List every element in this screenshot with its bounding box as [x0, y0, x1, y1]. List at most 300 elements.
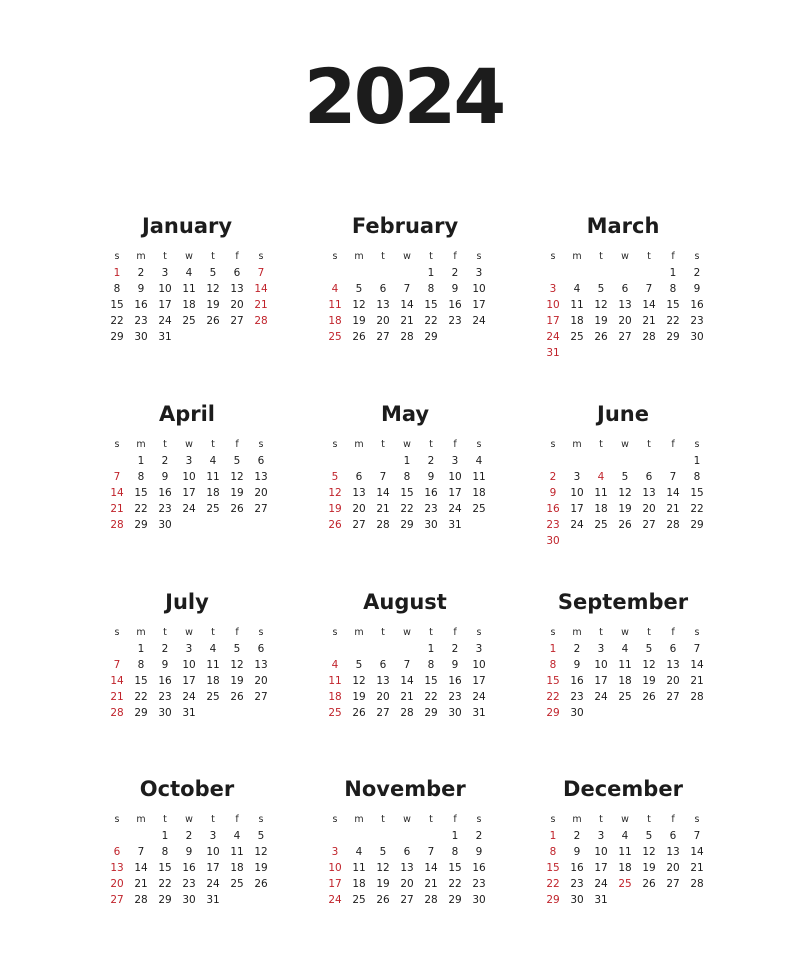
- day-cell[interactable]: 29: [424, 331, 438, 343]
- day-cell[interactable]: 16: [570, 675, 584, 687]
- day-cell[interactable]: 12: [328, 487, 342, 499]
- day-cell[interactable]: 26: [376, 894, 390, 906]
- day-cell[interactable]: 21: [376, 503, 390, 515]
- day-cell[interactable]: 6: [669, 643, 677, 655]
- day-cell[interactable]: 15: [448, 862, 462, 874]
- day-cell[interactable]: 14: [110, 487, 124, 499]
- day-cell[interactable]: 20: [230, 299, 244, 311]
- day-cell[interactable]: 3: [475, 643, 483, 655]
- day-cell[interactable]: 20: [376, 691, 390, 703]
- day-cell[interactable]: 3: [597, 643, 605, 655]
- day-cell[interactable]: 5: [645, 830, 653, 842]
- day-cell[interactable]: 23: [448, 691, 462, 703]
- day-cell[interactable]: 29: [546, 707, 560, 719]
- day-cell[interactable]: 7: [669, 471, 677, 483]
- day-cell[interactable]: 15: [690, 487, 704, 499]
- day-cell[interactable]: 1: [451, 830, 459, 842]
- day-cell[interactable]: 27: [400, 894, 414, 906]
- day-cell[interactable]: 22: [110, 315, 124, 327]
- day-cell[interactable]: 22: [134, 503, 148, 515]
- day-cell[interactable]: 14: [400, 299, 414, 311]
- day-cell[interactable]: 3: [185, 455, 193, 467]
- day-cell[interactable]: 13: [230, 283, 244, 295]
- day-cell[interactable]: 13: [618, 299, 632, 311]
- day-cell[interactable]: 14: [666, 487, 680, 499]
- day-cell[interactable]: 30: [690, 331, 704, 343]
- day-cell[interactable]: 1: [113, 267, 121, 279]
- day-cell[interactable]: 25: [230, 878, 244, 890]
- day-cell[interactable]: 10: [570, 487, 584, 499]
- day-cell[interactable]: 24: [328, 894, 342, 906]
- day-cell[interactable]: 20: [352, 503, 366, 515]
- day-cell[interactable]: 1: [137, 643, 145, 655]
- day-cell[interactable]: 6: [257, 455, 265, 467]
- day-cell[interactable]: 16: [448, 299, 462, 311]
- day-cell[interactable]: 7: [403, 659, 411, 671]
- day-cell[interactable]: 17: [182, 675, 196, 687]
- day-cell[interactable]: 18: [472, 487, 486, 499]
- day-cell[interactable]: 8: [693, 471, 701, 483]
- day-cell[interactable]: 22: [546, 878, 560, 890]
- day-cell[interactable]: 29: [546, 894, 560, 906]
- day-cell[interactable]: 24: [594, 878, 608, 890]
- day-cell[interactable]: 21: [134, 878, 148, 890]
- day-cell[interactable]: 30: [546, 535, 560, 547]
- day-cell[interactable]: 2: [573, 643, 581, 655]
- day-cell[interactable]: 19: [594, 315, 608, 327]
- day-cell[interactable]: 8: [137, 659, 145, 671]
- day-cell[interactable]: 20: [254, 675, 268, 687]
- day-cell[interactable]: 27: [110, 894, 124, 906]
- day-cell[interactable]: 23: [570, 878, 584, 890]
- day-cell[interactable]: 3: [475, 267, 483, 279]
- day-cell[interactable]: 7: [693, 643, 701, 655]
- day-cell[interactable]: 19: [642, 675, 656, 687]
- day-cell[interactable]: 7: [137, 846, 145, 858]
- day-cell[interactable]: 11: [230, 846, 244, 858]
- day-cell[interactable]: 15: [134, 487, 148, 499]
- day-cell[interactable]: 13: [254, 659, 268, 671]
- day-cell[interactable]: 13: [376, 675, 390, 687]
- day-cell[interactable]: 15: [424, 299, 438, 311]
- day-cell[interactable]: 29: [134, 519, 148, 531]
- day-cell[interactable]: 21: [690, 675, 704, 687]
- day-cell[interactable]: 12: [230, 471, 244, 483]
- day-cell[interactable]: 22: [666, 315, 680, 327]
- day-cell[interactable]: 25: [618, 691, 632, 703]
- day-cell[interactable]: 24: [182, 503, 196, 515]
- day-cell[interactable]: 4: [233, 830, 241, 842]
- day-cell[interactable]: 24: [570, 519, 584, 531]
- day-cell[interactable]: 17: [472, 299, 486, 311]
- day-cell[interactable]: 6: [233, 267, 241, 279]
- day-cell[interactable]: 10: [448, 471, 462, 483]
- day-cell[interactable]: 21: [666, 503, 680, 515]
- day-cell[interactable]: 6: [621, 283, 629, 295]
- day-cell[interactable]: 4: [621, 830, 629, 842]
- day-cell[interactable]: 11: [594, 487, 608, 499]
- day-cell[interactable]: 18: [618, 675, 632, 687]
- day-cell[interactable]: 3: [573, 471, 581, 483]
- day-cell[interactable]: 19: [230, 487, 244, 499]
- day-cell[interactable]: 12: [376, 862, 390, 874]
- day-cell[interactable]: 26: [230, 691, 244, 703]
- day-cell[interactable]: 18: [206, 675, 220, 687]
- day-cell[interactable]: 5: [621, 471, 629, 483]
- day-cell[interactable]: 7: [403, 283, 411, 295]
- day-cell[interactable]: 16: [158, 675, 172, 687]
- day-cell[interactable]: 10: [328, 862, 342, 874]
- day-cell[interactable]: 8: [669, 283, 677, 295]
- day-cell[interactable]: 10: [472, 283, 486, 295]
- day-cell[interactable]: 17: [594, 675, 608, 687]
- day-cell[interactable]: 28: [400, 331, 414, 343]
- day-cell[interactable]: 3: [549, 283, 557, 295]
- day-cell[interactable]: 1: [549, 830, 557, 842]
- day-cell[interactable]: 9: [161, 471, 169, 483]
- day-cell[interactable]: 17: [546, 315, 560, 327]
- day-cell[interactable]: 27: [376, 331, 390, 343]
- day-cell[interactable]: 23: [158, 691, 172, 703]
- day-cell[interactable]: 10: [182, 659, 196, 671]
- day-cell[interactable]: 25: [594, 519, 608, 531]
- day-cell[interactable]: 4: [331, 659, 339, 671]
- day-cell[interactable]: 24: [206, 878, 220, 890]
- day-cell[interactable]: 4: [597, 471, 605, 483]
- day-cell[interactable]: 14: [254, 283, 268, 295]
- day-cell[interactable]: 25: [182, 315, 196, 327]
- day-cell[interactable]: 7: [379, 471, 387, 483]
- day-cell[interactable]: 17: [158, 299, 172, 311]
- day-cell[interactable]: 6: [379, 283, 387, 295]
- day-cell[interactable]: 12: [206, 283, 220, 295]
- day-cell[interactable]: 15: [546, 675, 560, 687]
- day-cell[interactable]: 2: [185, 830, 193, 842]
- day-cell[interactable]: 31: [546, 347, 560, 359]
- day-cell[interactable]: 22: [400, 503, 414, 515]
- day-cell[interactable]: 28: [424, 894, 438, 906]
- day-cell[interactable]: 14: [134, 862, 148, 874]
- day-cell[interactable]: 3: [185, 643, 193, 655]
- day-cell[interactable]: 27: [376, 707, 390, 719]
- day-cell[interactable]: 12: [642, 659, 656, 671]
- day-cell[interactable]: 18: [230, 862, 244, 874]
- day-cell[interactable]: 20: [110, 878, 124, 890]
- day-cell[interactable]: 31: [448, 519, 462, 531]
- day-cell[interactable]: 10: [594, 846, 608, 858]
- day-cell[interactable]: 30: [570, 894, 584, 906]
- day-cell[interactable]: 23: [424, 503, 438, 515]
- day-cell[interactable]: 14: [690, 659, 704, 671]
- day-cell[interactable]: 10: [472, 659, 486, 671]
- day-cell[interactable]: 14: [110, 675, 124, 687]
- day-cell[interactable]: 26: [642, 691, 656, 703]
- day-cell[interactable]: 17: [328, 878, 342, 890]
- day-cell[interactable]: 18: [206, 487, 220, 499]
- day-cell[interactable]: 20: [666, 862, 680, 874]
- day-cell[interactable]: 7: [693, 830, 701, 842]
- day-cell[interactable]: 19: [352, 691, 366, 703]
- day-cell[interactable]: 18: [618, 862, 632, 874]
- day-cell[interactable]: 13: [110, 862, 124, 874]
- day-cell[interactable]: 2: [573, 830, 581, 842]
- day-cell[interactable]: 5: [355, 283, 363, 295]
- day-cell[interactable]: 15: [134, 675, 148, 687]
- day-cell[interactable]: 9: [693, 283, 701, 295]
- day-cell[interactable]: 19: [230, 675, 244, 687]
- day-cell[interactable]: 2: [161, 643, 169, 655]
- day-cell[interactable]: 12: [352, 299, 366, 311]
- day-cell[interactable]: 29: [400, 519, 414, 531]
- day-cell[interactable]: 18: [328, 315, 342, 327]
- day-cell[interactable]: 28: [690, 691, 704, 703]
- day-cell[interactable]: 6: [669, 830, 677, 842]
- day-cell[interactable]: 23: [690, 315, 704, 327]
- day-cell[interactable]: 28: [690, 878, 704, 890]
- day-cell[interactable]: 11: [182, 283, 196, 295]
- day-cell[interactable]: 10: [546, 299, 560, 311]
- day-cell[interactable]: 1: [137, 455, 145, 467]
- day-cell[interactable]: 8: [137, 471, 145, 483]
- day-cell[interactable]: 26: [618, 519, 632, 531]
- day-cell[interactable]: 6: [403, 846, 411, 858]
- day-cell[interactable]: 15: [424, 675, 438, 687]
- day-cell[interactable]: 1: [161, 830, 169, 842]
- day-cell[interactable]: 17: [448, 487, 462, 499]
- day-cell[interactable]: 5: [233, 455, 241, 467]
- day-cell[interactable]: 29: [158, 894, 172, 906]
- day-cell[interactable]: 14: [642, 299, 656, 311]
- day-cell[interactable]: 8: [427, 659, 435, 671]
- day-cell[interactable]: 12: [642, 846, 656, 858]
- day-cell[interactable]: 31: [472, 707, 486, 719]
- day-cell[interactable]: 14: [400, 675, 414, 687]
- day-cell[interactable]: 1: [669, 267, 677, 279]
- day-cell[interactable]: 16: [472, 862, 486, 874]
- day-cell[interactable]: 8: [451, 846, 459, 858]
- day-cell[interactable]: 22: [424, 315, 438, 327]
- day-cell[interactable]: 22: [448, 878, 462, 890]
- day-cell[interactable]: 3: [209, 830, 217, 842]
- day-cell[interactable]: 6: [257, 643, 265, 655]
- day-cell[interactable]: 21: [642, 315, 656, 327]
- day-cell[interactable]: 4: [621, 643, 629, 655]
- day-cell[interactable]: 30: [472, 894, 486, 906]
- day-cell[interactable]: 26: [642, 878, 656, 890]
- day-cell[interactable]: 24: [594, 691, 608, 703]
- day-cell[interactable]: 9: [427, 471, 435, 483]
- day-cell[interactable]: 1: [427, 643, 435, 655]
- day-cell[interactable]: 19: [618, 503, 632, 515]
- day-cell[interactable]: 25: [206, 503, 220, 515]
- day-cell[interactable]: 11: [328, 299, 342, 311]
- day-cell[interactable]: 2: [451, 643, 459, 655]
- day-cell[interactable]: 19: [206, 299, 220, 311]
- day-cell[interactable]: 9: [185, 846, 193, 858]
- day-cell[interactable]: 12: [254, 846, 268, 858]
- day-cell[interactable]: 18: [570, 315, 584, 327]
- day-cell[interactable]: 23: [134, 315, 148, 327]
- day-cell[interactable]: 25: [328, 331, 342, 343]
- day-cell[interactable]: 16: [424, 487, 438, 499]
- day-cell[interactable]: 19: [352, 315, 366, 327]
- day-cell[interactable]: 26: [352, 331, 366, 343]
- day-cell[interactable]: 17: [570, 503, 584, 515]
- day-cell[interactable]: 8: [549, 659, 557, 671]
- day-cell[interactable]: 13: [666, 659, 680, 671]
- day-cell[interactable]: 23: [546, 519, 560, 531]
- day-cell[interactable]: 22: [546, 691, 560, 703]
- day-cell[interactable]: 26: [206, 315, 220, 327]
- day-cell[interactable]: 17: [594, 862, 608, 874]
- day-cell[interactable]: 30: [182, 894, 196, 906]
- day-cell[interactable]: 7: [113, 659, 121, 671]
- day-cell[interactable]: 22: [690, 503, 704, 515]
- day-cell[interactable]: 21: [110, 691, 124, 703]
- day-cell[interactable]: 18: [352, 878, 366, 890]
- day-cell[interactable]: 13: [254, 471, 268, 483]
- day-cell[interactable]: 5: [597, 283, 605, 295]
- day-cell[interactable]: 1: [403, 455, 411, 467]
- day-cell[interactable]: 26: [230, 503, 244, 515]
- day-cell[interactable]: 21: [424, 878, 438, 890]
- day-cell[interactable]: 20: [376, 315, 390, 327]
- day-cell[interactable]: 20: [400, 878, 414, 890]
- day-cell[interactable]: 11: [206, 471, 220, 483]
- day-cell[interactable]: 22: [158, 878, 172, 890]
- day-cell[interactable]: 4: [185, 267, 193, 279]
- day-cell[interactable]: 1: [549, 643, 557, 655]
- day-cell[interactable]: 17: [206, 862, 220, 874]
- day-cell[interactable]: 9: [161, 659, 169, 671]
- day-cell[interactable]: 2: [549, 471, 557, 483]
- day-cell[interactable]: 20: [618, 315, 632, 327]
- day-cell[interactable]: 9: [549, 487, 557, 499]
- day-cell[interactable]: 27: [254, 503, 268, 515]
- day-cell[interactable]: 15: [666, 299, 680, 311]
- day-cell[interactable]: 18: [594, 503, 608, 515]
- day-cell[interactable]: 27: [666, 878, 680, 890]
- day-cell[interactable]: 8: [403, 471, 411, 483]
- day-cell[interactable]: 25: [618, 878, 632, 890]
- day-cell[interactable]: 29: [666, 331, 680, 343]
- day-cell[interactable]: 19: [642, 862, 656, 874]
- day-cell[interactable]: 31: [594, 894, 608, 906]
- day-cell[interactable]: 16: [448, 675, 462, 687]
- day-cell[interactable]: 12: [230, 659, 244, 671]
- day-cell[interactable]: 14: [424, 862, 438, 874]
- day-cell[interactable]: 15: [110, 299, 124, 311]
- day-cell[interactable]: 23: [472, 878, 486, 890]
- day-cell[interactable]: 15: [158, 862, 172, 874]
- day-cell[interactable]: 1: [693, 455, 701, 467]
- day-cell[interactable]: 26: [254, 878, 268, 890]
- day-cell[interactable]: 8: [113, 283, 121, 295]
- day-cell[interactable]: 28: [254, 315, 268, 327]
- day-cell[interactable]: 30: [570, 707, 584, 719]
- day-cell[interactable]: 28: [376, 519, 390, 531]
- day-cell[interactable]: 25: [472, 503, 486, 515]
- day-cell[interactable]: 24: [472, 315, 486, 327]
- day-cell[interactable]: 11: [206, 659, 220, 671]
- day-cell[interactable]: 25: [570, 331, 584, 343]
- day-cell[interactable]: 31: [182, 707, 196, 719]
- day-cell[interactable]: 24: [546, 331, 560, 343]
- day-cell[interactable]: 21: [400, 315, 414, 327]
- day-cell[interactable]: 6: [113, 846, 121, 858]
- day-cell[interactable]: 24: [158, 315, 172, 327]
- day-cell[interactable]: 11: [570, 299, 584, 311]
- day-cell[interactable]: 5: [331, 471, 339, 483]
- day-cell[interactable]: 18: [182, 299, 196, 311]
- day-cell[interactable]: 16: [570, 862, 584, 874]
- day-cell[interactable]: 29: [110, 331, 124, 343]
- day-cell[interactable]: 2: [451, 267, 459, 279]
- day-cell[interactable]: 21: [690, 862, 704, 874]
- day-cell[interactable]: 3: [597, 830, 605, 842]
- day-cell[interactable]: 1: [427, 267, 435, 279]
- day-cell[interactable]: 6: [379, 659, 387, 671]
- day-cell[interactable]: 22: [134, 691, 148, 703]
- day-cell[interactable]: 4: [209, 643, 217, 655]
- day-cell[interactable]: 30: [424, 519, 438, 531]
- day-cell[interactable]: 17: [182, 487, 196, 499]
- day-cell[interactable]: 31: [158, 331, 172, 343]
- day-cell[interactable]: 28: [110, 519, 124, 531]
- day-cell[interactable]: 9: [451, 283, 459, 295]
- day-cell[interactable]: 21: [400, 691, 414, 703]
- day-cell[interactable]: 29: [448, 894, 462, 906]
- day-cell[interactable]: 7: [113, 471, 121, 483]
- day-cell[interactable]: 14: [376, 487, 390, 499]
- day-cell[interactable]: 30: [158, 707, 172, 719]
- day-cell[interactable]: 20: [666, 675, 680, 687]
- day-cell[interactable]: 28: [400, 707, 414, 719]
- day-cell[interactable]: 4: [475, 455, 483, 467]
- day-cell[interactable]: 8: [427, 283, 435, 295]
- day-cell[interactable]: 27: [618, 331, 632, 343]
- day-cell[interactable]: 27: [254, 691, 268, 703]
- day-cell[interactable]: 24: [448, 503, 462, 515]
- day-cell[interactable]: 3: [331, 846, 339, 858]
- day-cell[interactable]: 13: [666, 846, 680, 858]
- day-cell[interactable]: 9: [137, 283, 145, 295]
- day-cell[interactable]: 10: [206, 846, 220, 858]
- day-cell[interactable]: 12: [352, 675, 366, 687]
- day-cell[interactable]: 2: [137, 267, 145, 279]
- day-cell[interactable]: 3: [161, 267, 169, 279]
- day-cell[interactable]: 14: [690, 846, 704, 858]
- day-cell[interactable]: 5: [257, 830, 265, 842]
- day-cell[interactable]: 18: [328, 691, 342, 703]
- day-cell[interactable]: 11: [618, 659, 632, 671]
- day-cell[interactable]: 28: [134, 894, 148, 906]
- day-cell[interactable]: 17: [472, 675, 486, 687]
- day-cell[interactable]: 20: [642, 503, 656, 515]
- day-cell[interactable]: 11: [472, 471, 486, 483]
- day-cell[interactable]: 10: [182, 471, 196, 483]
- day-cell[interactable]: 21: [254, 299, 268, 311]
- day-cell[interactable]: 12: [594, 299, 608, 311]
- day-cell[interactable]: 4: [209, 455, 217, 467]
- day-cell[interactable]: 16: [690, 299, 704, 311]
- day-cell[interactable]: 6: [645, 471, 653, 483]
- day-cell[interactable]: 22: [424, 691, 438, 703]
- day-cell[interactable]: 4: [573, 283, 581, 295]
- day-cell[interactable]: 2: [475, 830, 483, 842]
- day-cell[interactable]: 29: [134, 707, 148, 719]
- day-cell[interactable]: 3: [451, 455, 459, 467]
